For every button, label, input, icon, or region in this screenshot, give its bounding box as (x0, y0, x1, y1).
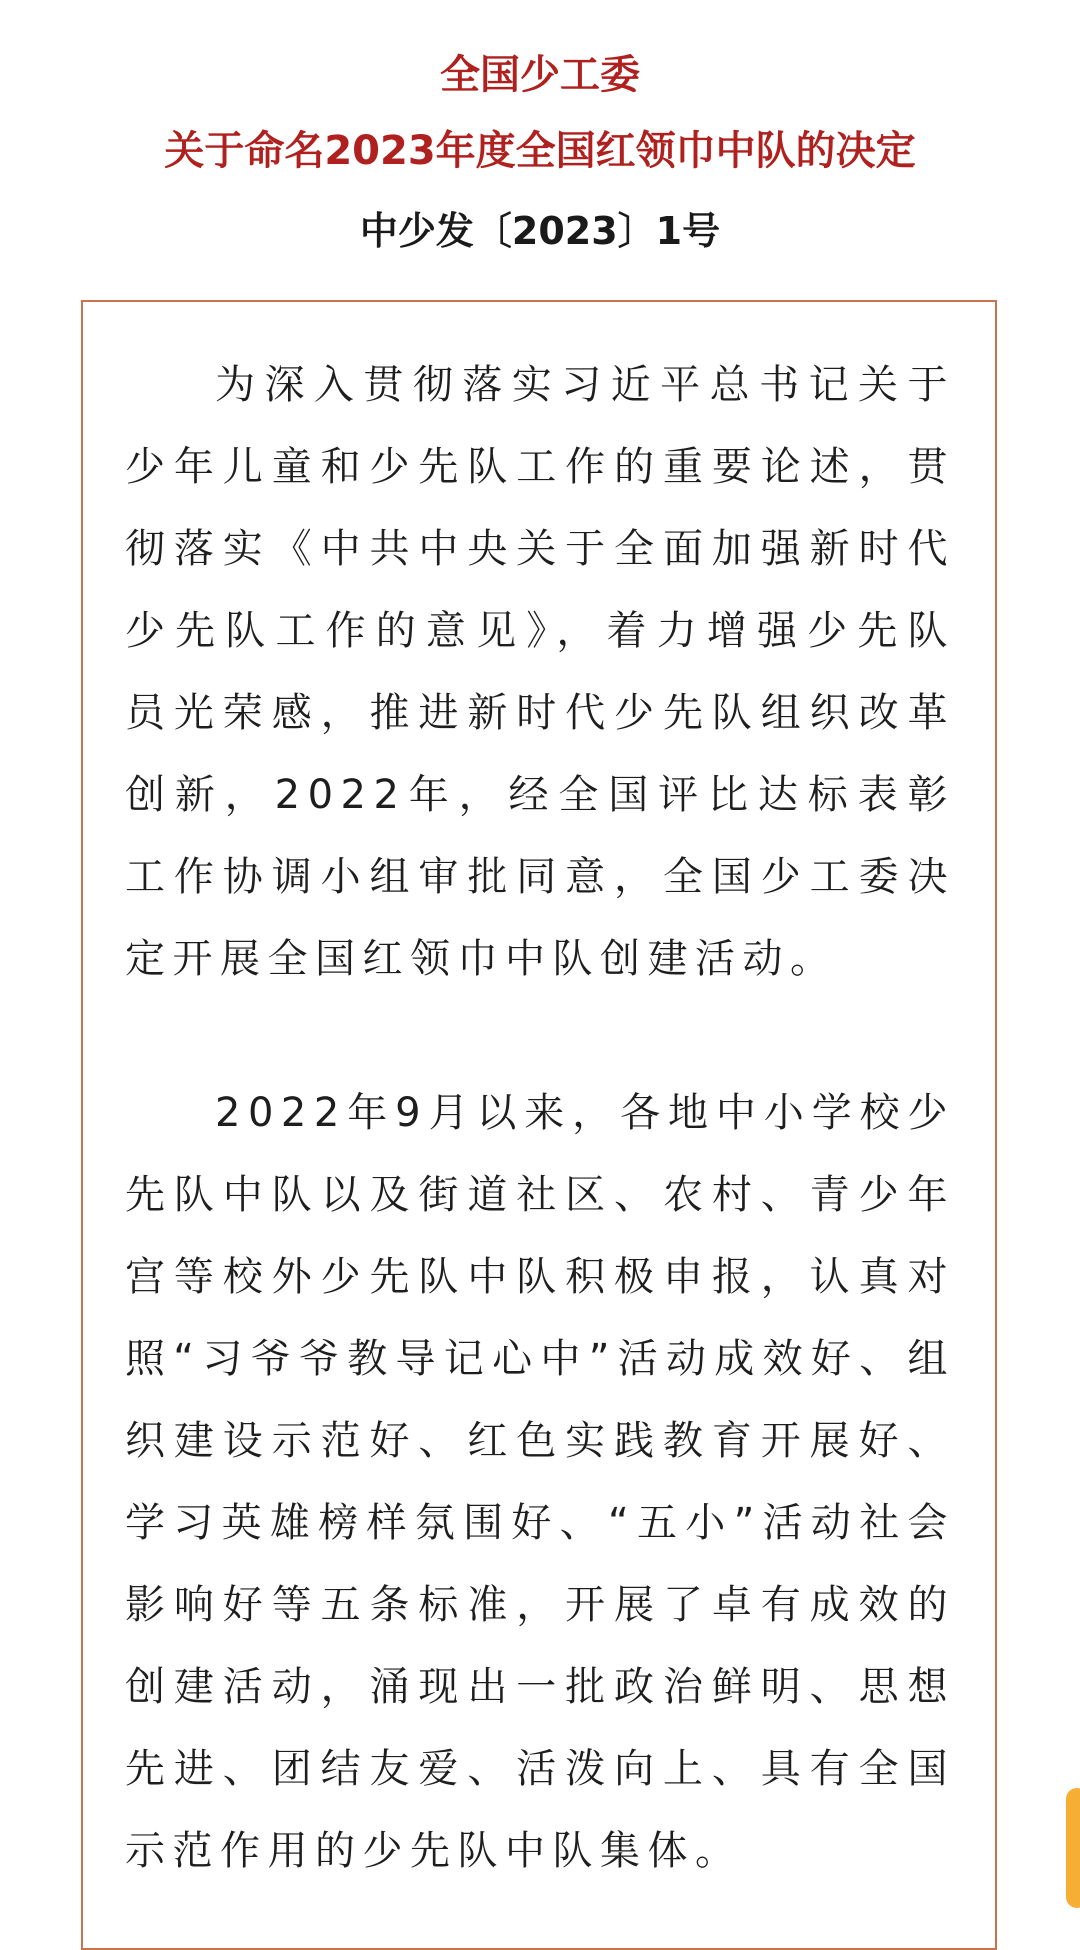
scroll-edge-handle[interactable] (1066, 1788, 1080, 1908)
issuer-title: 全国少工委 (440, 52, 640, 98)
document-number: 中少发〔2023〕1号 (359, 209, 721, 253)
body-paragraph-1: 为深入贯彻落实习近平总书记关于少年儿童和少先队工作的重要论述，贯彻落实《中共中央关于全面加强新时代少先队工作的意见》，着力增强少先队员光荣感，推进新时代少先队组织改革创新，2022年，经全国评比达标表彰工作协调小组审批同意，全国少工委决定开展全国红领巾中队创建活动。 (125, 362, 955, 982)
document-title: 关于命名2023年度全国红领巾中队的决定 (164, 128, 916, 174)
body-paragraph-2: 2022年9月以来，各地中小学校少先队中队以及街道社区、农村、青少年宫等校外少先队中队积极申报，认真对照“习爷爷教导记心中”活动成效好、组织建设示范好、红色实践教育开展好、学习英雄榜样氛围好、“五小”活动社会影响好等五条标准，开展了卓有成效的创建活动，涌现出一批政治鲜明、思想先进、团结友爱、活泼向上、具有全国示范作用的少先队中队集体。 (125, 1090, 955, 1874)
